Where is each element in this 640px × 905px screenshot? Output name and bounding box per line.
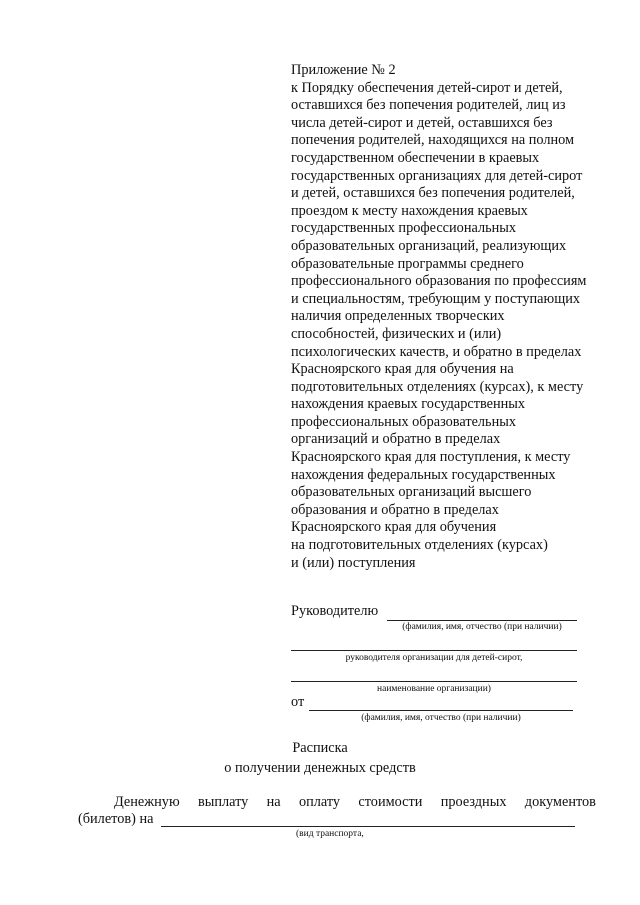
appendix-line: к Порядку обеспечения детей-сирот и детей, — [291, 79, 563, 96]
to-head-label: Руководителю — [291, 603, 379, 619]
body-word: проездных — [440, 794, 507, 810]
appendix-line: подготовительных отделениях (курсах), к месту — [291, 378, 584, 395]
appendix-line: образовательных организаций высшего — [291, 484, 532, 501]
org-name-field[interactable] — [291, 681, 577, 682]
body-word: стоимости — [358, 794, 423, 810]
body-word: выплату — [197, 794, 249, 810]
appendix-line: образовательные программы среднего — [291, 255, 524, 272]
from-name-field[interactable] — [309, 710, 573, 711]
appendix-line: профессионального образования по профессиям — [291, 273, 587, 290]
appendix-line: способностей, физических и (или) — [291, 325, 502, 342]
head-name-field[interactable] — [387, 620, 577, 621]
from-label: от — [291, 694, 305, 710]
appendix-line: профессиональных образовательных — [291, 413, 516, 430]
appendix-line: психологических качеств, и обратно в пределах — [291, 343, 582, 360]
appendix-line: государственном обеспечении в краевых — [291, 149, 540, 166]
appendix-line: государственных организациях для детей-сирот — [291, 167, 583, 184]
caption-org: наименование организации) — [377, 684, 491, 694]
appendix-line: государственных профессиональных — [291, 220, 517, 237]
appendix-line: проездом к месту нахождения краевых — [291, 202, 528, 219]
body-first-line — [78, 794, 596, 811]
appendix-line: попечения родителей, находящихся на полном — [291, 132, 575, 149]
appendix-line: организаций и обратно в пределах — [291, 431, 501, 448]
appendix-line: оставшихся без попечения родителей, лиц из — [291, 97, 566, 114]
appendix-line: нахождения краевых государственных — [291, 396, 526, 413]
appendix-title: Приложение № 2 — [291, 62, 396, 78]
appendix-line: образовательных организаций, реализующих — [291, 237, 567, 254]
appendix-line: наличия определенных творческих — [291, 308, 505, 325]
appendix-line: и специальностям, требующим у поступающих — [291, 290, 581, 307]
head-title-field[interactable] — [291, 650, 577, 651]
appendix-line: и (или) поступления — [291, 554, 416, 571]
body-word: оплату — [298, 794, 341, 810]
appendix-line: Красноярского края для обучения на — [291, 361, 514, 378]
appendix-line: на подготовительных отделениях (курсах) — [291, 537, 548, 554]
receipt-title: Расписка — [292, 740, 348, 756]
caption-head: руководителя организации для детей-сирот, — [345, 653, 523, 663]
appendix-line: Красноярского края для обучения — [291, 519, 497, 536]
transport-field[interactable] — [161, 826, 575, 827]
body-word: документов — [524, 794, 596, 810]
appendix-line: образования и обратно в пределах — [291, 501, 499, 518]
caption-transport: (вид транспорта, — [296, 829, 364, 839]
tickets-label: (билетов) на — [78, 811, 154, 827]
caption-fio: (фамилия, имя, отчество (при наличии) — [402, 622, 562, 632]
appendix-line: Красноярского края для поступления, к месту — [291, 449, 571, 466]
caption-fio-from: (фамилия, имя, отчество (при наличии) — [361, 713, 521, 723]
appendix-header — [291, 62, 611, 572]
appendix-line: и детей, оставшихся без попечения родителей, — [291, 185, 575, 202]
receipt-subtitle: о получении денежных средств — [224, 760, 416, 776]
body-word: на — [266, 794, 281, 810]
appendix-line: нахождения федеральных государственных — [291, 466, 556, 483]
appendix-line: числа детей-сирот и детей, оставшихся без — [291, 114, 553, 131]
body-word: Денежную — [114, 794, 180, 810]
